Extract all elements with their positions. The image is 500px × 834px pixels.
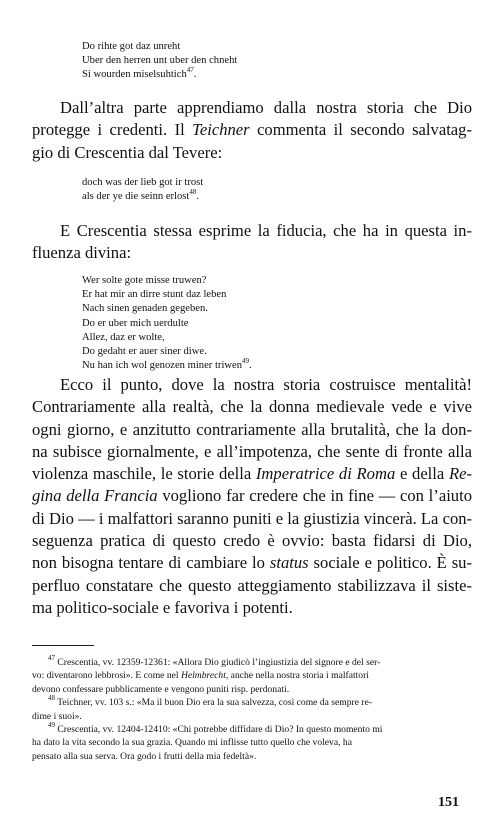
text-line: ogni giorno, e anzitutto contrariamente alla brutalità, che la don- xyxy=(32,419,472,439)
verse-line: doch was der lieb got ir trost xyxy=(82,177,204,188)
text-line: Contrariamente alla realtà, che la donna medievale vede e vive xyxy=(32,397,472,417)
work-title: Re- xyxy=(448,464,472,484)
verse-block-2 xyxy=(82,176,203,204)
footnote-47: $^{47}$ Crescentia, vv. 12359-12361: «Allora Dio giudicò l’ingiustizia del signore e del ser- xyxy=(48,654,381,668)
verse-line: Do rihte got daz unreht xyxy=(82,41,181,52)
text-line: ha dato la vita secondo la sua grazia. Quando mi inflisse tutto quello che voleva, ha xyxy=(32,737,352,749)
verse-line: als der ye die seinn erlost$^{48}$. xyxy=(82,188,200,203)
footnote-divider xyxy=(32,645,94,646)
paragraph-3 xyxy=(32,374,472,619)
verse-line: Nach sinen genaden gegeben. xyxy=(82,303,208,315)
footnote-ref[interactable]: 47 xyxy=(186,66,194,75)
text-line: gina della Francia vogliono far credere che in fine — con l’aiuto xyxy=(32,486,473,506)
work-title: Imperatrice di Roma xyxy=(255,464,396,484)
work-title: Helmbrecht, xyxy=(180,670,229,682)
text-line: non bisogna tentare di cambiare lo status sociale e politico. È su- xyxy=(32,553,472,573)
verse-line: Wer solte gote misse truwen? xyxy=(82,275,207,286)
text-line: E Crescentia stessa esprime la fiducia, che ha in questa in- xyxy=(60,221,472,240)
text-line: na subisce giornalmente, e all’impotenza, che sente di fronte alla xyxy=(32,441,472,461)
verse-line: Nu han ich wol genozen miner triwen$^{49}$. xyxy=(82,357,252,372)
footnote-number: 47 xyxy=(48,654,55,662)
verse-line: Er hat mir an dirre stunt daz leben xyxy=(82,289,227,301)
footnote-number: 49 xyxy=(48,721,55,730)
text-line: perfluo constatare che questo atteggiamento stabilizzava il siste- xyxy=(32,575,472,595)
text-line: dime i suoi». xyxy=(32,710,82,722)
paragraph-1 xyxy=(32,97,472,164)
emphasis-term: status xyxy=(269,553,309,573)
verse-line: Allez, daz er wolte, xyxy=(82,331,165,343)
text-line: gio di Crescentia dal Tevere: xyxy=(32,142,223,162)
footnote-number: 48 xyxy=(48,694,55,703)
paragraph-2 xyxy=(32,220,472,265)
verse-line: Do gedaht er auer siner diwe. xyxy=(82,346,207,358)
text-line: devono confessare pubblicamente e vengono puniti risp. perdonati. xyxy=(32,683,290,695)
text-line: violenza maschile, le storie della Imperatrice di Roma e della Re- xyxy=(32,464,472,484)
footnote-ref[interactable]: 49 xyxy=(242,357,250,366)
text-line: vo: diventarono lebbrosi». E come nel Helmbrecht, anche nella nostra storia i malfattori xyxy=(32,670,369,682)
text-line: protegge i credenti. Il Teichner commenta il secondo salvatag- xyxy=(32,120,472,140)
verse-block-1 xyxy=(82,40,237,83)
verse-block-3 xyxy=(82,274,252,373)
text-line: seguenza pratica di questo credo è ovvio: basta fidarsi di Dio, xyxy=(32,531,472,551)
text-line: pensato alla sua serva. Ora godo i frutti della mia fedeltà». xyxy=(32,750,257,762)
verse-line: Do er uber mich uerdulte xyxy=(82,317,189,329)
author-name: Teichner xyxy=(192,120,250,140)
verse-line: Si wourden miselsuhtich$^{47}$. xyxy=(82,66,197,81)
text-line: ma politico-sociale e favoriva i potenti. xyxy=(32,597,293,617)
text-line: fluenza divina: xyxy=(32,243,132,263)
work-title: gina della Francia xyxy=(32,486,158,506)
text-line: di Dio — i malfattori saranno puniti e la giustizia vincerà. La con- xyxy=(32,508,473,528)
page-number: 151 xyxy=(438,795,459,810)
footnote-48: $^{48}$ Teichner, vv. 103 s.: «Ma il buon Dio era la sua salvezza, così come da sempre re- xyxy=(48,694,373,709)
text-line: Dall’altra parte apprendiamo dalla nostra storia che Dio xyxy=(60,98,472,117)
text-line: Ecco il punto, dove la nostra storia costruisce mentalità! xyxy=(60,375,472,394)
footnotes xyxy=(32,656,472,763)
footnote-ref[interactable]: 48 xyxy=(189,188,197,197)
footnote-49: $^{49}$ Crescentia, vv. 12404-12410: «Chi potrebbe diffidare di Dio? In questo momento mi xyxy=(48,721,383,736)
verse-line: Uber den herren unt uber den chneht xyxy=(82,55,238,67)
